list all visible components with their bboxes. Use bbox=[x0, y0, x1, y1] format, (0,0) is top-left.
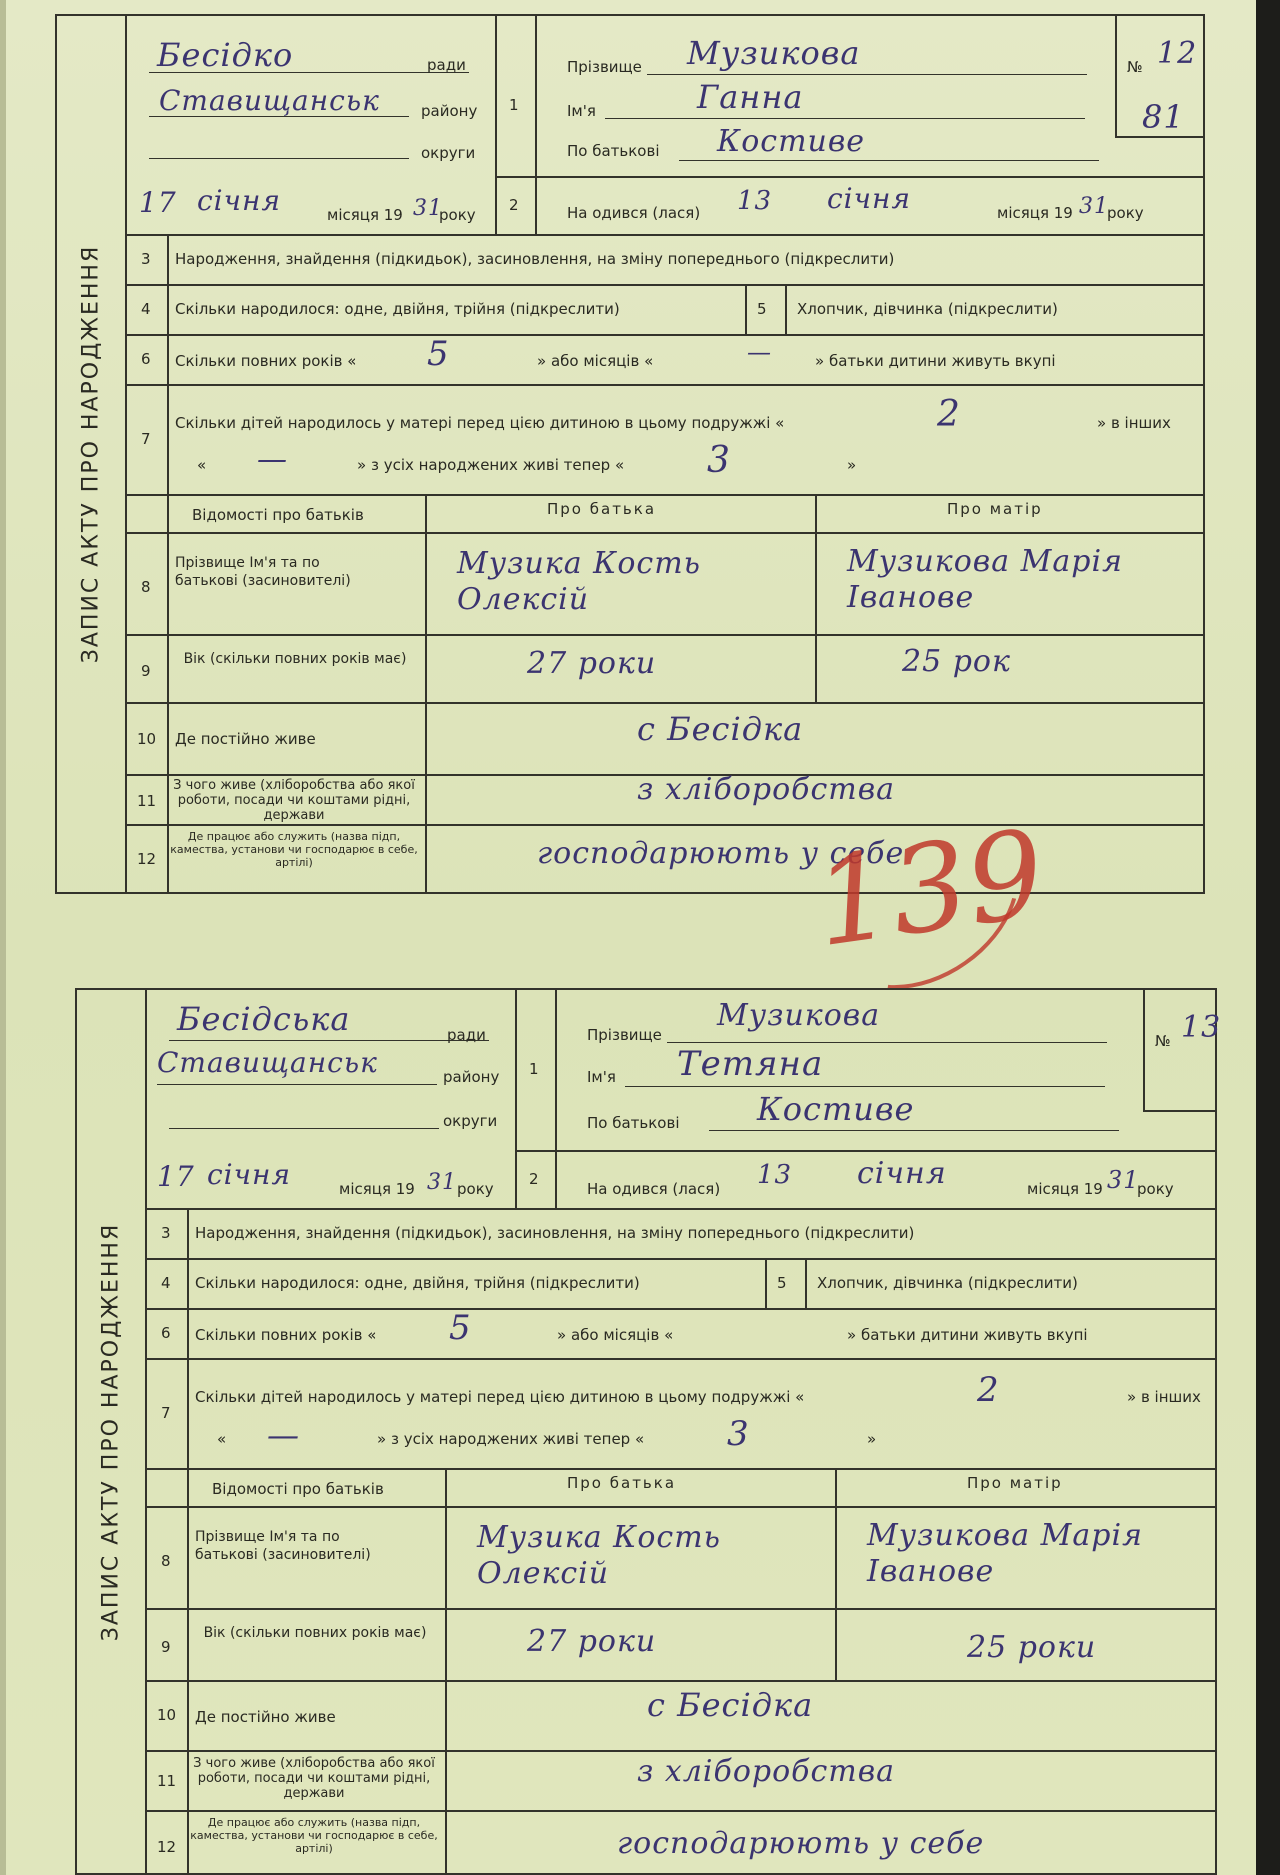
registered-year: 31 bbox=[413, 196, 443, 221]
row5-text: Хлопчик, дівчинка (підкреслити) bbox=[797, 300, 1058, 318]
row7-alive: 3 bbox=[727, 1414, 750, 1454]
row-number: 11 bbox=[137, 792, 157, 810]
row6-text-c: » батьки дитини живуть вкупі bbox=[815, 352, 1056, 370]
born-month: січня bbox=[827, 182, 912, 215]
r9-label: Вік (скільки повних років має) bbox=[183, 651, 407, 667]
row6-months: — bbox=[747, 338, 772, 366]
row-number: 4 bbox=[161, 1274, 171, 1292]
born-month-label: місяця 19 bbox=[997, 204, 1073, 222]
row-number: 5 bbox=[757, 300, 767, 318]
registered-year-label: року bbox=[457, 1180, 494, 1198]
born-year: 31 bbox=[1107, 1166, 1140, 1194]
r12-label: Де працює або служить (назва підп, камества, установи чи господарює в себе, артілі) bbox=[170, 830, 418, 869]
row-number: 8 bbox=[161, 1552, 171, 1570]
card-side-banner bbox=[77, 990, 147, 1873]
row6-text-a: Скільки повних років « bbox=[175, 352, 357, 370]
row7-other: — bbox=[257, 442, 288, 477]
row5-text: Хлопчик, дівчинка (підкреслити) bbox=[817, 1274, 1078, 1292]
registered-month-label: місяця 19 bbox=[339, 1180, 415, 1198]
record-number: 12 bbox=[1157, 36, 1198, 71]
name-label: Ім'я bbox=[567, 102, 596, 120]
row-number: 1 bbox=[529, 1060, 539, 1078]
registered-month-label: місяця 19 bbox=[327, 206, 403, 224]
row-number: 2 bbox=[509, 196, 519, 214]
rada-value: Бесідко bbox=[157, 36, 294, 74]
page-left-edge bbox=[0, 0, 6, 1875]
row3-text: Народження, знайдення (підкидьок), засиновлення, на зміну попереднього (підкреслити) bbox=[195, 1224, 915, 1242]
row-number: 2 bbox=[529, 1170, 539, 1188]
row-number: 9 bbox=[161, 1638, 171, 1656]
residence: с Бесідка bbox=[637, 710, 804, 748]
r11-label: З чого живе (хліборобства або якої роботи, посади чи коштами рідні, держави bbox=[193, 1756, 435, 1801]
father-name: Музика Кость Олексій bbox=[457, 546, 702, 617]
row-number: 10 bbox=[137, 730, 157, 748]
born-year: 31 bbox=[1079, 194, 1109, 219]
patronymic-label: По батькові bbox=[567, 142, 660, 160]
record-extra-number: 81 bbox=[1142, 98, 1185, 136]
row6-text-b: » або місяців « bbox=[537, 352, 654, 370]
mother-header: Про матір bbox=[947, 500, 1043, 518]
row7-text-c: « bbox=[217, 1430, 227, 1448]
record-number: 13 bbox=[1181, 1010, 1222, 1045]
row-number: 9 bbox=[141, 662, 151, 680]
born-year-label: року bbox=[1107, 204, 1144, 222]
mother-name: Музикова Марія Іванове bbox=[847, 544, 1123, 615]
okrug-label: округи bbox=[443, 1112, 498, 1130]
rada-label: ради bbox=[427, 56, 466, 74]
mother-age: 25 роки bbox=[967, 1630, 1097, 1665]
row-number: 8 bbox=[141, 578, 151, 596]
rada-value: Бесідська bbox=[177, 1000, 351, 1038]
mother-age: 25 рок bbox=[902, 644, 1011, 679]
registered-year-label: року bbox=[439, 206, 476, 224]
child-name: Тетяна bbox=[677, 1044, 824, 1084]
row6-text-b: » або місяців « bbox=[557, 1326, 674, 1344]
child-patronymic: Костиве bbox=[717, 124, 866, 159]
birth-record-card-1 bbox=[55, 14, 1205, 894]
row7-text-e: » bbox=[867, 1430, 877, 1448]
surname-label: Прізвище bbox=[587, 1026, 662, 1044]
parents-header: Відомості про батьків bbox=[192, 506, 364, 524]
father-header: Про батька bbox=[547, 500, 657, 518]
r11-label: З чого живе (хліборобства або якої роботи, посади чи коштами рідні, держави bbox=[173, 778, 415, 823]
mother-header: Про матір bbox=[967, 1474, 1063, 1492]
r10-label: Де постійно живе bbox=[175, 730, 316, 748]
row7-in-marriage: 2 bbox=[937, 394, 961, 435]
row7-text-a: Скільки дітей народилось у матері перед цією дитиною в цьому подружжі « bbox=[175, 414, 785, 432]
father-name: Музика Кость Олексій bbox=[477, 1520, 722, 1591]
row-number: 3 bbox=[141, 250, 151, 268]
mother-name: Музикова Марія Іванове bbox=[867, 1518, 1143, 1589]
registered-month: січня bbox=[197, 184, 282, 217]
red-archive-mark: 139 bbox=[806, 804, 1053, 975]
row-number: 10 bbox=[157, 1706, 177, 1724]
raion-value: Ставищанськ bbox=[159, 84, 380, 117]
r8-label: Прізвище Ім'я та по батькові (засиновителі) bbox=[195, 1529, 371, 1563]
record-number-label: № bbox=[1127, 58, 1143, 76]
born-day: 13 bbox=[757, 1160, 793, 1190]
born-day: 13 bbox=[737, 186, 773, 216]
r8-label: Прізвище Ім'я та по батькові (засиновителі) bbox=[175, 555, 351, 589]
surname-label: Прізвище bbox=[567, 58, 642, 76]
born-year-label: року bbox=[1137, 1180, 1174, 1198]
born-label: На одився (лася) bbox=[587, 1180, 721, 1198]
card-side-banner bbox=[57, 16, 127, 892]
row7-text-c: « bbox=[197, 456, 207, 474]
born-label: На одився (лася) bbox=[567, 204, 701, 222]
row7-text-e: » bbox=[847, 456, 857, 474]
raion-label: району bbox=[421, 102, 478, 120]
row-number: 11 bbox=[157, 1772, 177, 1790]
r9-label: Вік (скільки повних років має) bbox=[203, 1625, 427, 1641]
livelihood: з хліборобства bbox=[637, 772, 896, 807]
row4-text: Скільки народилося: одне, двійня, трійня (підкреслити) bbox=[175, 300, 620, 318]
row6-text-c: » батьки дитини живуть вкупі bbox=[847, 1326, 1088, 1344]
row-number: 12 bbox=[137, 850, 157, 868]
row-number: 6 bbox=[141, 350, 151, 368]
card-side-title: ЗАПИС АКТУ ПРО НАРОДЖЕННЯ bbox=[98, 1222, 124, 1641]
patronymic-label: По батькові bbox=[587, 1114, 680, 1132]
row-number: 1 bbox=[509, 96, 519, 114]
row7-other: — bbox=[267, 1416, 300, 1454]
child-name: Ганна bbox=[697, 78, 804, 116]
okrug-label: округи bbox=[421, 144, 476, 162]
row-number: 5 bbox=[777, 1274, 787, 1292]
row6-text-a: Скільки повних років « bbox=[195, 1326, 377, 1344]
registered-month: січня bbox=[207, 1158, 292, 1191]
row7-text-a: Скільки дітей народилось у матері перед цією дитиною в цьому подружжі « bbox=[195, 1388, 805, 1406]
birth-record-card-2 bbox=[75, 988, 1222, 1875]
registered-year: 31 bbox=[427, 1170, 457, 1195]
father-age: 27 роки bbox=[527, 1624, 657, 1659]
binding-edge bbox=[1256, 0, 1280, 1875]
row-number: 7 bbox=[161, 1404, 171, 1422]
row-number: 6 bbox=[161, 1324, 171, 1342]
parents-header: Відомості про батьків bbox=[212, 1480, 384, 1498]
row7-alive: 3 bbox=[707, 440, 731, 481]
row-number: 3 bbox=[161, 1224, 171, 1242]
livelihood: з хліборобства bbox=[637, 1754, 896, 1789]
row3-text: Народження, знайдення (підкидьок), засиновлення, на зміну попереднього (підкреслити) bbox=[175, 250, 895, 268]
row7-text-d: » з усіх народжених живі тепер « bbox=[377, 1430, 645, 1448]
residence: с Бесідка bbox=[647, 1686, 814, 1724]
row-number: 4 bbox=[141, 300, 151, 318]
child-surname: Музикова bbox=[717, 998, 881, 1033]
child-surname: Музикова bbox=[687, 34, 861, 72]
row-number: 12 bbox=[157, 1838, 177, 1856]
row6-years: 5 bbox=[427, 334, 450, 374]
name-label: Ім'я bbox=[587, 1068, 616, 1086]
child-patronymic: Костиве bbox=[757, 1090, 915, 1128]
row-number: 7 bbox=[141, 430, 151, 448]
row7-text-d: » з усіх народжених живі тепер « bbox=[357, 456, 625, 474]
row4-text: Скільки народилося: одне, двійня, трійня (підкреслити) bbox=[195, 1274, 640, 1292]
workplace: господарюють у себе bbox=[617, 1826, 985, 1861]
registered-day: 17 bbox=[157, 1160, 195, 1193]
r12-label: Де працює або служить (назва підп, камества, установи чи господарює в себе, артілі) bbox=[190, 1816, 438, 1855]
born-month-label: місяця 19 bbox=[1027, 1180, 1103, 1198]
row6-years: 5 bbox=[449, 1308, 472, 1348]
born-month: січня bbox=[857, 1156, 947, 1191]
row7-in-marriage: 2 bbox=[977, 1370, 1000, 1410]
father-header: Про батька bbox=[567, 1474, 677, 1492]
row7-text-b: » в інших bbox=[1127, 1388, 1201, 1406]
raion-label: району bbox=[443, 1068, 500, 1086]
workplace: господарюють у себе bbox=[537, 836, 905, 871]
card-side-title: ЗАПИС АКТУ ПРО НАРОДЖЕННЯ bbox=[78, 244, 104, 664]
rada-label: ради bbox=[447, 1026, 486, 1044]
record-number-label: № bbox=[1155, 1032, 1171, 1050]
registered-day: 17 bbox=[139, 186, 177, 219]
father-age: 27 роки bbox=[527, 646, 657, 681]
row7-text-b: » в інших bbox=[1097, 414, 1171, 432]
r10-label: Де постійно живе bbox=[195, 1708, 336, 1726]
raion-value: Ставищанськ bbox=[157, 1046, 378, 1079]
